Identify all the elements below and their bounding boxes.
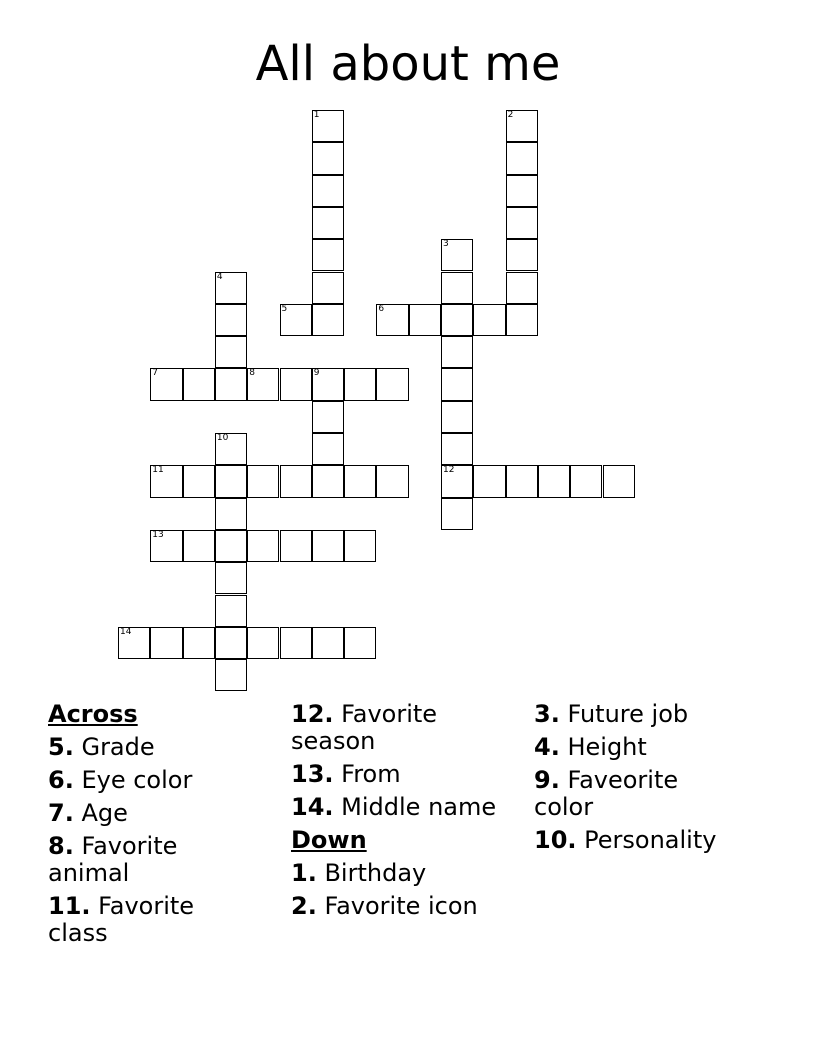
grid-cell[interactable] xyxy=(215,530,247,562)
cell-number: 7 xyxy=(152,368,159,379)
cell-number: 4 xyxy=(216,271,223,282)
grid-cell[interactable] xyxy=(280,368,312,400)
grid-cell[interactable] xyxy=(247,465,279,497)
clue-down-10: 10. Personality xyxy=(534,826,717,854)
grid-cell[interactable] xyxy=(506,239,538,271)
grid-cell[interactable] xyxy=(183,368,215,400)
grid-cell[interactable] xyxy=(441,336,473,368)
cell-number: 14 xyxy=(120,626,132,637)
cell-number: 13 xyxy=(152,529,164,540)
grid-cell[interactable] xyxy=(215,627,247,659)
grid-cell[interactable] xyxy=(312,627,344,659)
grid-cell[interactable] xyxy=(506,142,538,174)
grid-cell[interactable] xyxy=(603,465,635,497)
grid-cell[interactable] xyxy=(280,627,312,659)
grid-cell[interactable] xyxy=(215,465,247,497)
grid-cell[interactable] xyxy=(215,336,247,368)
grid-cell[interactable] xyxy=(183,627,215,659)
grid-cell[interactable] xyxy=(344,627,376,659)
grid-cell[interactable] xyxy=(312,433,344,465)
grid-cell[interactable] xyxy=(441,304,473,336)
grid-cell[interactable] xyxy=(473,304,505,336)
clues-column-3 xyxy=(534,701,770,860)
cell-number: 11 xyxy=(152,465,164,476)
grid-cell[interactable] xyxy=(280,465,312,497)
cell-number: 12 xyxy=(443,465,455,476)
down-heading: Down xyxy=(291,826,367,854)
cell-number: 6 xyxy=(378,303,385,314)
grid-cell[interactable] xyxy=(183,465,215,497)
grid-cell[interactable] xyxy=(441,272,473,304)
grid-cell[interactable] xyxy=(312,530,344,562)
cell-number: 3 xyxy=(443,239,449,250)
grid-cell[interactable] xyxy=(312,110,344,142)
grid-cell[interactable] xyxy=(215,595,247,627)
clue-across-7: 7. Age xyxy=(48,799,128,827)
clue-down-2: 2. Favorite icon xyxy=(291,892,478,920)
clue-down-3: 3. Future job xyxy=(534,700,689,728)
grid-cell[interactable] xyxy=(215,498,247,530)
grid-cell[interactable] xyxy=(376,304,408,336)
grid-cell[interactable] xyxy=(280,304,312,336)
grid-cell[interactable] xyxy=(280,530,312,562)
grid-cell[interactable] xyxy=(312,465,344,497)
grid-cell[interactable] xyxy=(215,562,247,594)
clue-across-6: 6. Eye color xyxy=(48,766,193,794)
clues-column-1 xyxy=(48,701,284,953)
cell-number: 8 xyxy=(249,368,255,379)
grid-cell[interactable] xyxy=(344,368,376,400)
grid-cell[interactable] xyxy=(441,433,473,465)
grid-cell[interactable] xyxy=(312,239,344,271)
grid-cell[interactable] xyxy=(150,465,182,497)
cell-number: 10 xyxy=(216,433,229,443)
grid-cell[interactable] xyxy=(441,465,473,497)
grid-cell[interactable] xyxy=(506,272,538,304)
grid-cell[interactable] xyxy=(570,465,602,497)
grid-cell[interactable] xyxy=(538,465,570,497)
grid-cell[interactable] xyxy=(150,530,182,562)
grid-cell[interactable] xyxy=(247,627,279,659)
grid-cell[interactable] xyxy=(312,207,344,239)
grid-cell[interactable] xyxy=(183,530,215,562)
grid-cell[interactable] xyxy=(215,368,247,400)
grid-cell[interactable] xyxy=(312,272,344,304)
grid-cell[interactable] xyxy=(215,304,247,336)
grid-cell[interactable] xyxy=(247,368,279,400)
grid-cell[interactable] xyxy=(312,368,344,400)
grid-cell[interactable] xyxy=(215,272,247,304)
grid-cell[interactable] xyxy=(247,530,279,562)
clue-across-5: 5. Grade xyxy=(48,733,155,761)
cell-number: 9 xyxy=(313,368,320,379)
clue-across-13: 13. From xyxy=(291,760,401,788)
grid-cell[interactable] xyxy=(312,304,344,336)
clue-down-4: 4. Height xyxy=(534,733,647,761)
grid-cell[interactable] xyxy=(473,465,505,497)
grid-cell[interactable] xyxy=(506,110,538,142)
grid-cell[interactable] xyxy=(312,142,344,174)
cell-number: 2 xyxy=(507,110,514,120)
grid-cell[interactable] xyxy=(344,530,376,562)
puzzle-title: All about me xyxy=(255,36,561,92)
grid-cell[interactable] xyxy=(312,175,344,207)
grid-cell[interactable] xyxy=(150,627,182,659)
grid-cell[interactable] xyxy=(376,368,408,400)
grid-cell[interactable] xyxy=(441,498,473,530)
cell-number: 1 xyxy=(313,110,320,120)
clue-across-12: 12. Favorite season xyxy=(291,700,438,755)
clues-column-2 xyxy=(291,701,527,926)
grid-cell[interactable] xyxy=(441,239,473,271)
grid-cell[interactable] xyxy=(506,465,538,497)
clue-across-11: 11. Favorite class xyxy=(48,892,195,947)
cell-number: 5 xyxy=(281,303,288,314)
grid-cell[interactable] xyxy=(312,401,344,433)
clue-down-9: 9. Faveorite color xyxy=(534,766,679,821)
grid-cell[interactable] xyxy=(344,465,376,497)
grid-cell[interactable] xyxy=(441,401,473,433)
grid-cell[interactable] xyxy=(215,659,247,691)
grid-cell[interactable] xyxy=(409,304,441,336)
grid-cell[interactable] xyxy=(150,368,182,400)
grid-cell[interactable] xyxy=(376,465,408,497)
grid-cell[interactable] xyxy=(506,304,538,336)
grid-cell[interactable] xyxy=(441,368,473,400)
clue-down-1: 1. Birthday xyxy=(291,859,427,887)
across-heading: Across xyxy=(48,700,138,728)
clue-across-14: 14. Middle name xyxy=(291,793,497,821)
grid-cell[interactable] xyxy=(506,175,538,207)
grid-cell[interactable] xyxy=(118,627,150,659)
clue-across-8: 8. Favorite animal xyxy=(48,832,178,887)
grid-cell[interactable] xyxy=(215,433,247,465)
grid-cell[interactable] xyxy=(506,207,538,239)
